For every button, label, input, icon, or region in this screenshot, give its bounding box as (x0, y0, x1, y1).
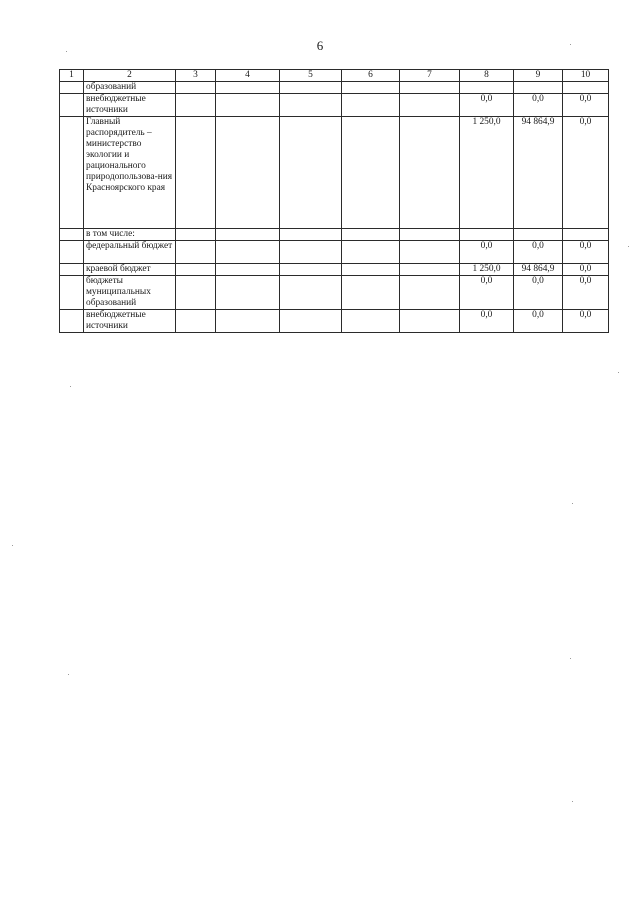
value-cell: 0,0 (514, 94, 563, 117)
table-cell (400, 264, 460, 276)
table-cell (60, 276, 84, 310)
table-cell (342, 264, 400, 276)
table-cell (342, 229, 400, 241)
table-cell (400, 310, 460, 333)
table-row (60, 241, 609, 264)
table-cell (342, 82, 400, 94)
table-cell (176, 241, 216, 264)
scan-speck (572, 801, 573, 802)
column-header: 8 (460, 70, 514, 82)
table-cell (280, 276, 342, 310)
table-cell (176, 117, 216, 229)
value-cell: 94 864,9 (514, 264, 563, 276)
table-cell (280, 117, 342, 229)
table-cell (176, 82, 216, 94)
value-cell: 0,0 (514, 310, 563, 333)
table-cell (280, 264, 342, 276)
table-cell (280, 241, 342, 264)
row-label: федеральный бюджет (84, 241, 176, 264)
scan-speck (570, 658, 571, 659)
table-cell (400, 276, 460, 310)
table-cell (60, 82, 84, 94)
table-cell (216, 229, 280, 241)
row-label: бюджеты муниципальных образований (84, 276, 176, 310)
table-cell (176, 276, 216, 310)
table-cell (216, 94, 280, 117)
value-cell: 0,0 (563, 310, 609, 333)
table-cell (280, 310, 342, 333)
table-cell (400, 117, 460, 229)
table-cell (400, 82, 460, 94)
value-cell: 0,0 (460, 94, 514, 117)
table-cell (60, 117, 84, 229)
table-cell (60, 264, 84, 276)
table-cell (60, 94, 84, 117)
scan-speck (68, 674, 69, 675)
value-cell (563, 82, 609, 94)
value-cell: 0,0 (563, 117, 609, 229)
table-row (60, 82, 609, 94)
value-cell (514, 229, 563, 241)
column-header: 10 (563, 70, 609, 82)
value-cell: 0,0 (563, 241, 609, 264)
table-cell (216, 82, 280, 94)
value-cell: 0,0 (460, 241, 514, 264)
table-cell (280, 229, 342, 241)
column-header: 7 (400, 70, 460, 82)
table-row (60, 310, 609, 333)
table-cell (342, 310, 400, 333)
value-cell: 0,0 (460, 276, 514, 310)
table-cell (216, 310, 280, 333)
column-header: 3 (176, 70, 216, 82)
page-number: 6 (316, 38, 324, 53)
scan-speck (572, 503, 573, 504)
table-cell (176, 264, 216, 276)
table-cell (60, 241, 84, 264)
column-header: 1 (60, 70, 84, 82)
column-header: 2 (84, 70, 176, 82)
value-cell: 94 864,9 (514, 117, 563, 229)
table-cell (60, 310, 84, 333)
table-row (60, 94, 609, 117)
row-label: Главный распорядитель – министерство экологии и рационального природопользова-ния Красноярского края (84, 117, 176, 229)
row-label: в том числе: (84, 229, 176, 241)
table-cell (400, 94, 460, 117)
row-label: образований (84, 82, 176, 94)
table-cell (216, 276, 280, 310)
table-cell (342, 241, 400, 264)
row-label: внебюджетные источники (84, 310, 176, 333)
scan-speck (66, 51, 67, 52)
table-row (60, 229, 609, 241)
value-cell: 0,0 (563, 264, 609, 276)
table-row (60, 264, 609, 276)
table-cell (400, 241, 460, 264)
table-cell (342, 276, 400, 310)
table-cell (60, 229, 84, 241)
table-cell (342, 117, 400, 229)
scan-speck (570, 44, 571, 45)
column-header: 9 (514, 70, 563, 82)
column-header: 4 (216, 70, 280, 82)
scan-speck (628, 246, 629, 247)
scan-speck (12, 545, 13, 546)
table-cell (280, 94, 342, 117)
value-cell: 0,0 (514, 241, 563, 264)
scan-speck (618, 372, 619, 373)
value-cell: 0,0 (563, 94, 609, 117)
row-label: внебюджетные источники (84, 94, 176, 117)
value-cell: 0,0 (460, 310, 514, 333)
column-header: 6 (342, 70, 400, 82)
scan-speck (70, 386, 71, 387)
value-cell: 0,0 (514, 276, 563, 310)
table-cell (400, 229, 460, 241)
table-cell (176, 94, 216, 117)
value-cell (460, 229, 514, 241)
value-cell (563, 229, 609, 241)
value-cell: 1 250,0 (460, 117, 514, 229)
value-cell: 1 250,0 (460, 264, 514, 276)
row-label: краевой бюджет (84, 264, 176, 276)
table-cell (176, 310, 216, 333)
table-row (60, 117, 609, 229)
value-cell (514, 82, 563, 94)
table-row (60, 276, 609, 310)
column-header: 5 (280, 70, 342, 82)
table-cell (216, 241, 280, 264)
value-cell (460, 82, 514, 94)
table-cell (176, 229, 216, 241)
budget-table (59, 69, 609, 333)
table-header (60, 70, 609, 82)
table-cell (280, 82, 342, 94)
value-cell: 0,0 (563, 276, 609, 310)
table-cell (342, 94, 400, 117)
table-cell (216, 117, 280, 229)
table-cell (216, 264, 280, 276)
